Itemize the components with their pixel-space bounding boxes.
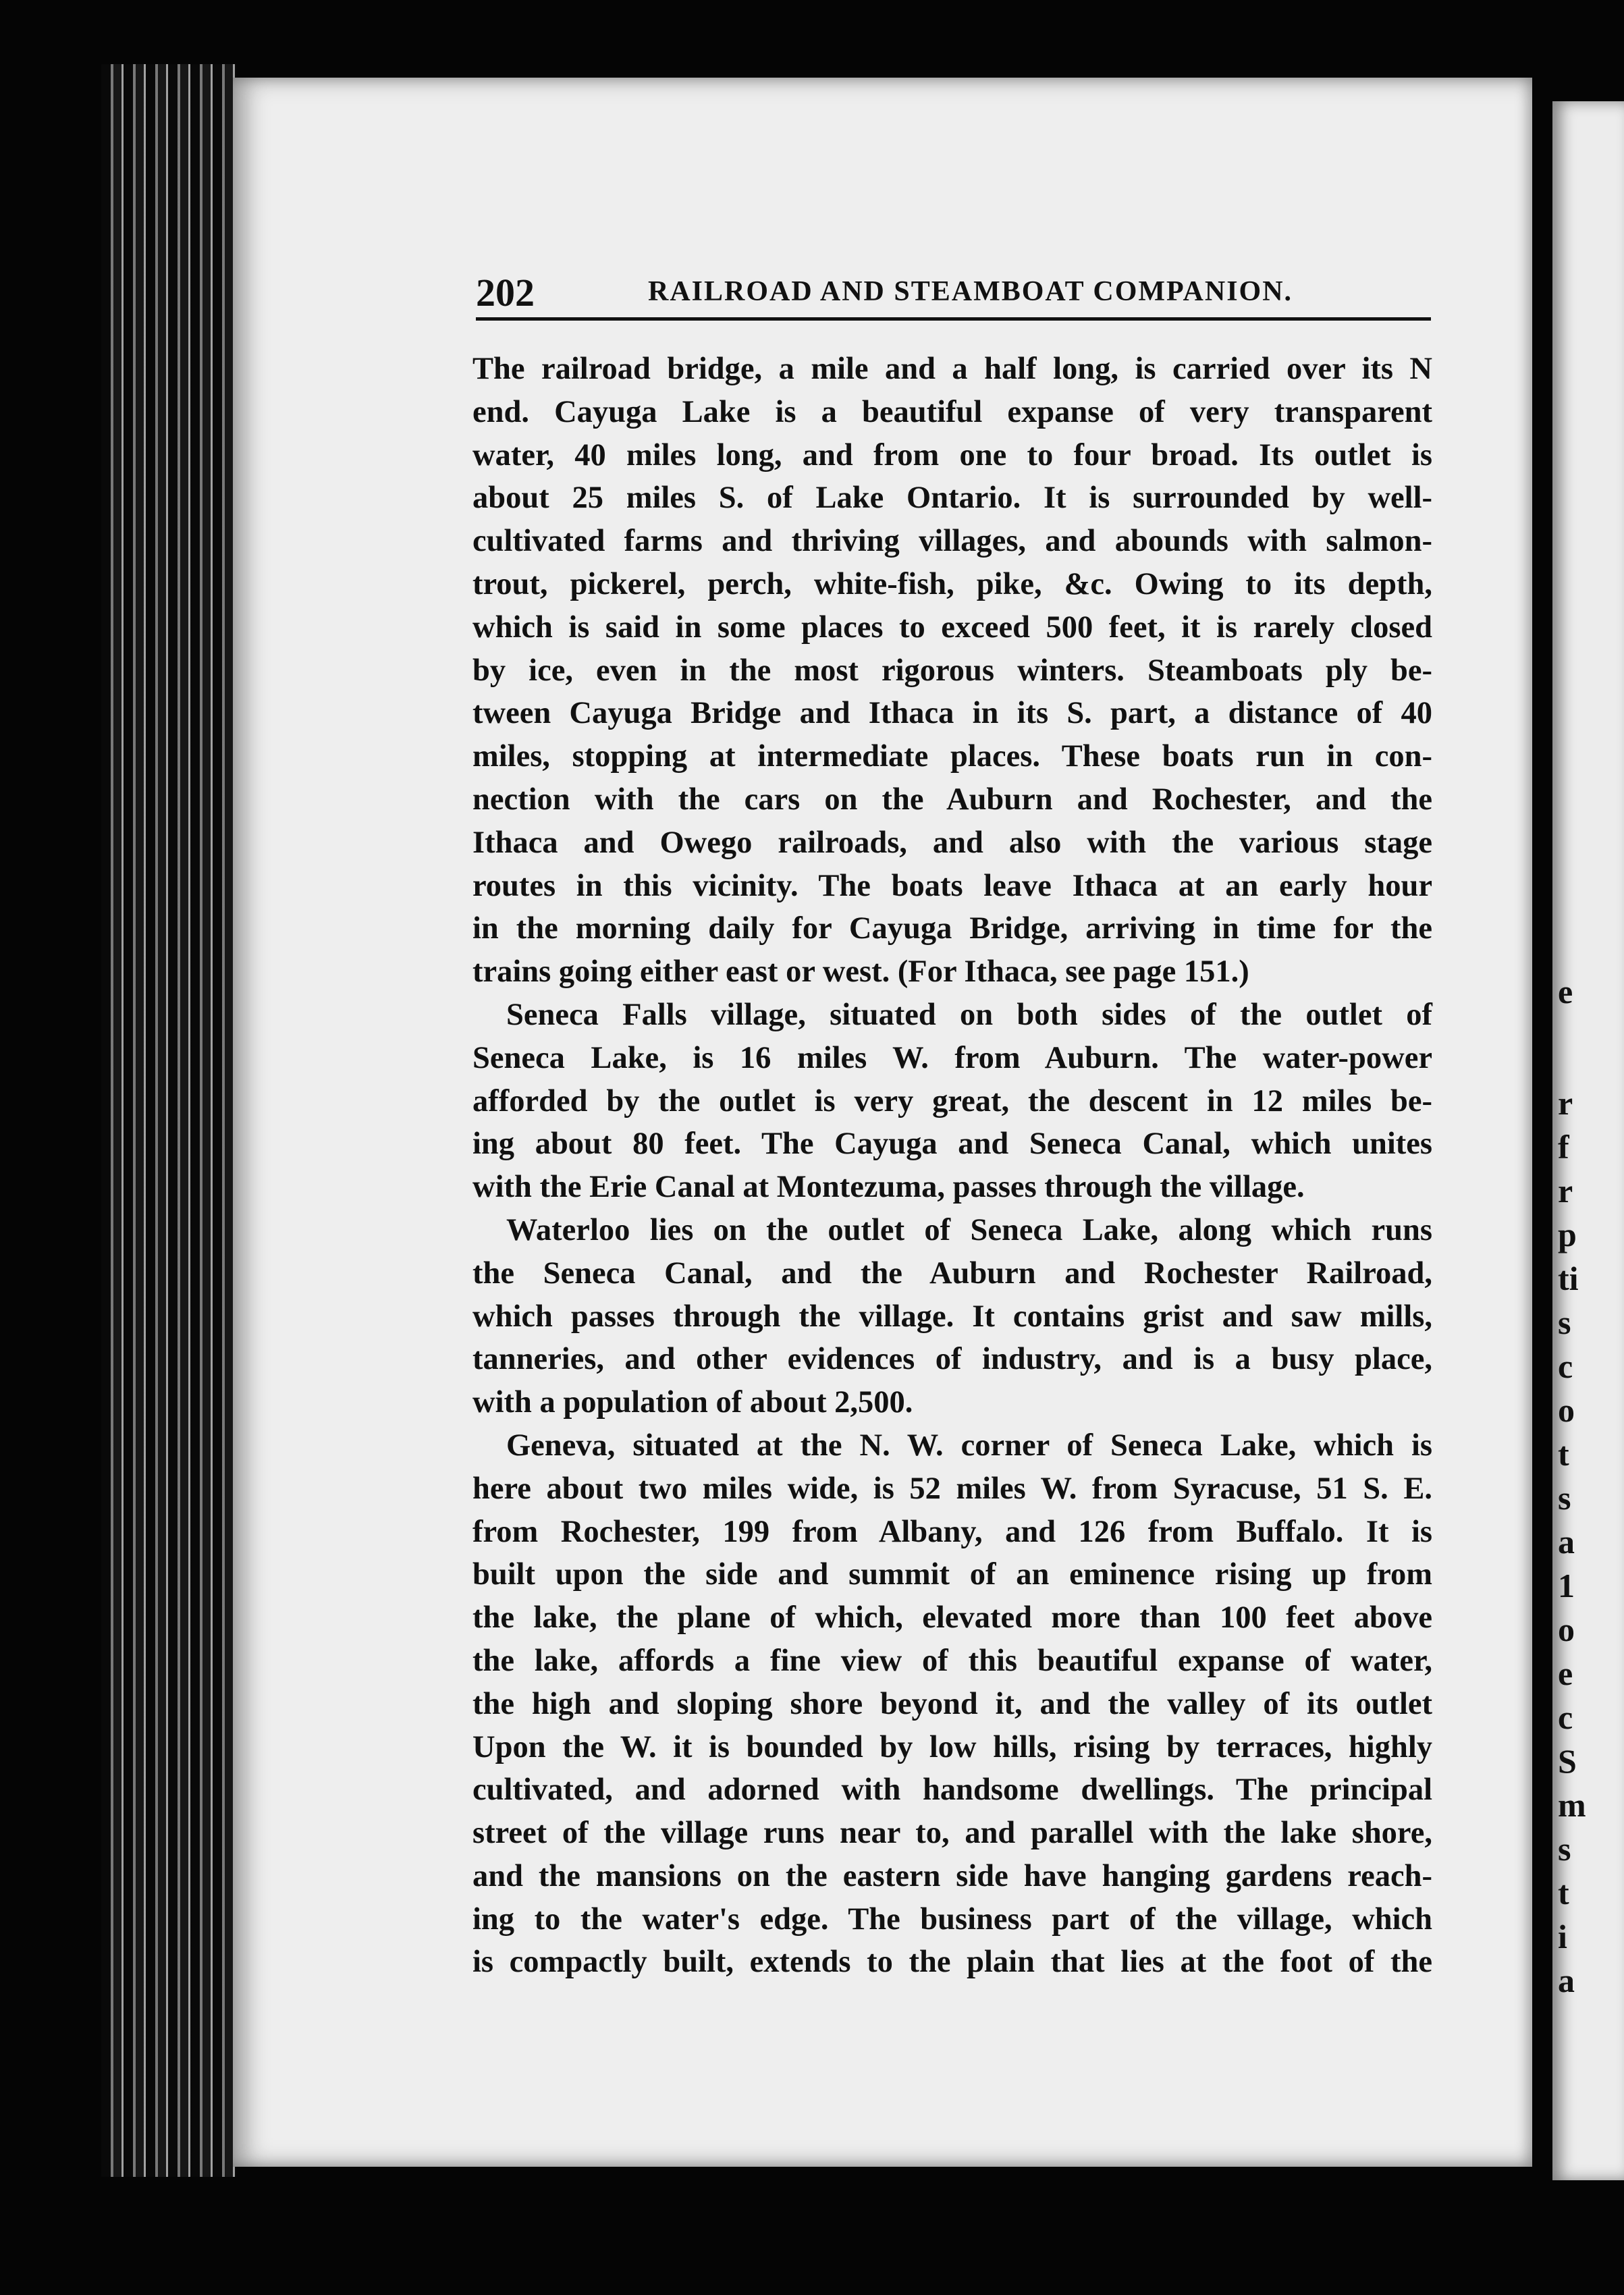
next-page-fragment: i [1558,1918,1567,1955]
next-page-fragment: c [1558,1347,1573,1385]
next-page-fragment: m [1558,1786,1586,1824]
text-line: from Rochester, 199 from Albany, and 126 from Buffalo. It is [472,1514,1432,1549]
next-page-fragment: e [1558,973,1573,1010]
body-text [472,348,1432,1984]
next-page-fragment: o [1558,1611,1575,1648]
text-line: Waterloo lies on the outlet of Seneca Lake, along which runs [506,1212,1432,1247]
text-line: miles, stopping at intermediate places. These boats run in con- [472,739,1432,774]
text-line: about 25 miles S. of Lake Ontario. It is surrounded by well- [472,481,1432,516]
text-line: the lake, the plane of which, elevated more than 100 feet above [472,1600,1432,1636]
text-line: which passes through the village. It contains grist and saw mills, [472,1299,1432,1334]
next-page-fragment: a [1558,1962,1575,1999]
next-page-fragment: s [1558,1303,1571,1341]
text-line: the lake, affords a fine view of this beautiful expanse of water, [472,1643,1432,1678]
text-line: here about two miles wide, is 52 miles W. from Syracuse, 51 S. E. [472,1471,1432,1506]
text-line: built upon the side and summit of an eminence rising up from [472,1557,1432,1592]
next-page-fragment: t [1558,1435,1569,1473]
next-page-fragment: S [1558,1742,1577,1780]
next-page-fragment: c [1558,1698,1573,1736]
text-line: Geneva, situated at the N. W. corner of Seneca Lake, which is [506,1428,1432,1463]
next-page-fragment: r [1558,1084,1573,1122]
text-line: The railroad bridge, a mile and a half long, is carried over its N [472,352,1432,386]
text-line: with a population of about 2,500. [472,1385,913,1420]
text-line: ing about 80 feet. The Cayuga and Seneca Canal, which unites [472,1127,1432,1162]
text-line: with the Erie Canal at Montezuma, passes through the village. [472,1170,1305,1205]
text-line: and the mansions on the eastern side have hanging gardens reach- [472,1858,1432,1893]
text-line: Seneca Lake, is 16 miles W. from Auburn. The water-power [472,1040,1432,1075]
text-line: end. Cayuga Lake is a beautiful expanse of very transparent [472,394,1432,429]
next-page-edge [1552,101,1624,2180]
text-line: Seneca Falls village, situated on both sides of the outlet of [506,997,1432,1032]
next-page-fragment: s [1558,1479,1571,1517]
text-line: afforded by the outlet is very great, the descent in 12 miles be- [472,1083,1432,1118]
text-line: cultivated, and adorned with handsome dwellings. The principal [472,1773,1432,1808]
text-line: trains going either east or west. (For Ithaca, see page 151.) [472,954,1249,990]
text-line: which is said in some places to exceed 500 feet, it is rarely closed [472,610,1432,645]
text-line: in the morning daily for Cayuga Bridge, arriving in time for the [472,911,1432,946]
text-line: Upon the W. it is bounded by low hills, rising by terraces, highly [472,1729,1432,1764]
text-line: routes in this vicinity. The boats leave Ithaca at an early hour [472,868,1432,903]
text-line: street of the village runs near to, and parallel with the lake shore, [472,1816,1432,1851]
next-page-fragment: e [1558,1654,1573,1692]
text-line: nection with the cars on the Auburn and Rochester, and the [472,782,1432,817]
text-line: by ice, even in the most rigorous winters. Steamboats ply be- [472,653,1432,688]
book-page-edges [101,64,236,2177]
text-line: ing to the water's edge. The business part of the village, which [472,1901,1432,1937]
page-header [476,270,1431,321]
next-page-fragment: a [1558,1523,1575,1561]
text-line: tween Cayuga Bridge and Ithaca in its S. part, a distance of 40 [472,696,1432,731]
next-page-fragment: f [1558,1128,1569,1166]
text-line: Ithaca and Owego railroads, and also with the various stage [472,825,1432,860]
text-line: water, 40 miles long, and from one to four broad. Its outlet is [472,437,1432,473]
next-page-fragment: 1 [1558,1567,1575,1604]
text-line: tanneries, and other evidences of industry, and is a busy place, [472,1342,1432,1377]
text-line: cultivated farms and thriving villages, and abounds with salmon- [472,524,1432,559]
next-page-fragment: p [1558,1216,1577,1253]
running-title: RAILROAD AND STEAMBOAT COMPANION. [648,276,1293,307]
text-line: the Seneca Canal, and the Auburn and Rochester Railroad, [472,1256,1432,1291]
next-page-fragment: ti [1558,1260,1579,1297]
next-page-fragment: r [1558,1172,1573,1210]
page-number: 202 [476,271,535,315]
next-page-fragment: s [1558,1830,1571,1868]
text-line: is compactly built, extends to the plain that lies at the foot of the [472,1945,1432,1980]
text-line: the high and sloping shore beyond it, and the valley of its outlet [472,1686,1432,1721]
text-line: trout, pickerel, perch, white-fish, pike, &c. Owing to its depth, [472,566,1432,601]
next-page-fragment: o [1558,1391,1575,1429]
next-page-fragment: t [1558,1874,1569,1912]
